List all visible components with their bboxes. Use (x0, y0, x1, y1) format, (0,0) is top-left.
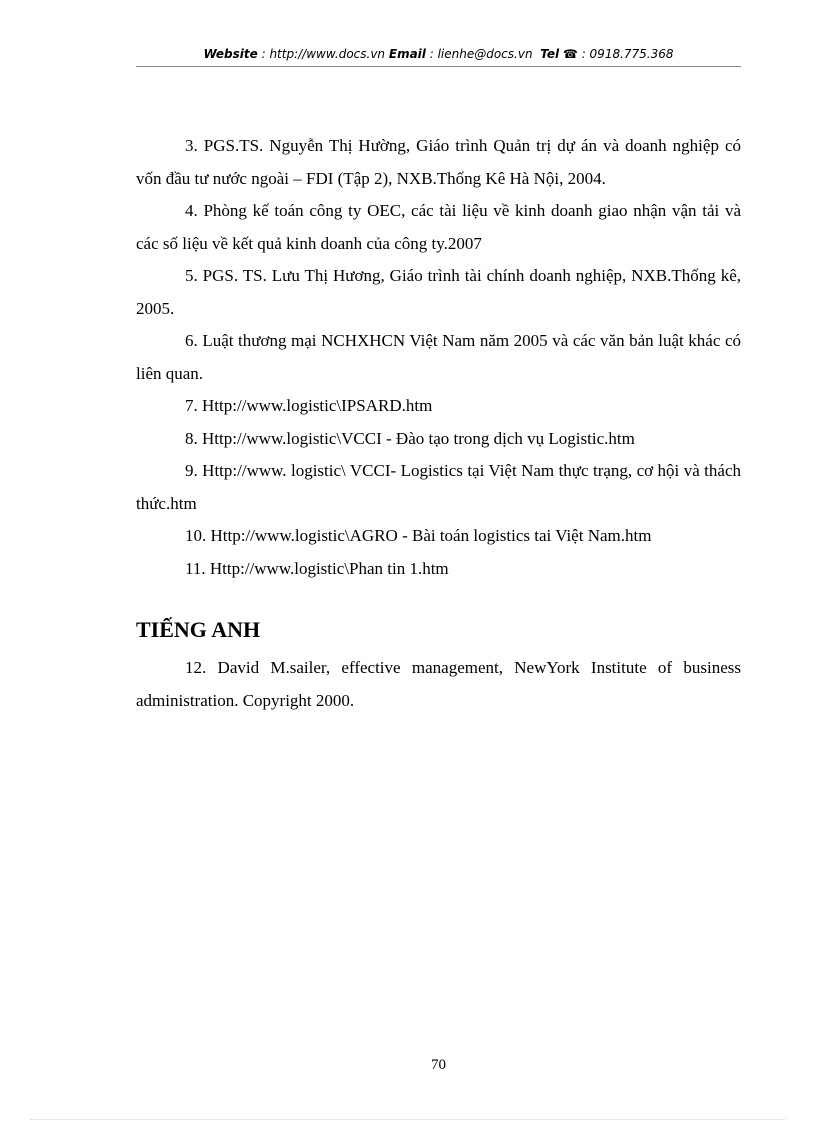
tel-label: Tel (540, 47, 560, 61)
reference-list (136, 130, 741, 585)
page-number: 70 (431, 1057, 446, 1073)
website-label: Website (203, 47, 258, 61)
section-title: TIẾNG ANH (136, 617, 261, 642)
reference-item: 9. Http://www. logistic\ VCCI- Logistics tại Việt Nam thực trạng, cơ hội và thách thức.htm (136, 461, 741, 513)
reference-item: 10. Http://www.logistic\AGRO - Bài toán logistics tai Việt Nam.htm (185, 526, 652, 545)
reference-item: 5. PGS. TS. Lưu Thị Hương, Giáo trình tài chính doanh nghiệp, NXB.Thống kê, 2005. (136, 266, 741, 318)
reference-item: 3. PGS.TS. Nguyễn Thị Hường, Giáo trình Quản trị dự án và doanh nghiệp có vốn đầu tư nước ngoài – FDI (Tập 2), NXB.Thống Kê Hà Nội, 2004. (136, 136, 741, 188)
page-header (136, 47, 741, 61)
reference-item: 4. Phòng kế toán công ty OEC, các tài liệu về kinh doanh giao nhận vận tải và các số liệu về kết quả kinh doanh của công ty.2007 (136, 201, 741, 253)
website-separator: : (257, 47, 270, 61)
email-separator: : (425, 47, 438, 61)
reference-item: 6. Luật thương mại NCHXHCN Việt Nam năm 2005 và các văn bản luật khác có liên quan. (136, 331, 741, 383)
document-body (136, 130, 741, 717)
tel-value: : 0918.775.368 (577, 47, 674, 61)
reference-item: 8. Http://www.logistic\VCCI - Đào tạo trong dịch vụ Logistic.htm (185, 428, 635, 448)
phone-icon: ☎ (562, 47, 578, 61)
email-label: Email (388, 47, 426, 61)
reference-item: 12. David M.sailer, effective management, NewYork Institute of business administration. Copyright 2000. (136, 658, 741, 710)
email-value: lienhe@docs.vn (437, 47, 533, 61)
reference-item: 7. Http://www.logistic\IPSARD.htm (185, 396, 433, 415)
website-value: http://www.docs.vn (269, 47, 386, 61)
page-bottom-border (30, 1119, 786, 1120)
header-divider (136, 66, 741, 67)
reference-item: 11. Http://www.logistic\Phan tin 1.htm (185, 558, 449, 578)
english-reference-list (136, 652, 741, 717)
